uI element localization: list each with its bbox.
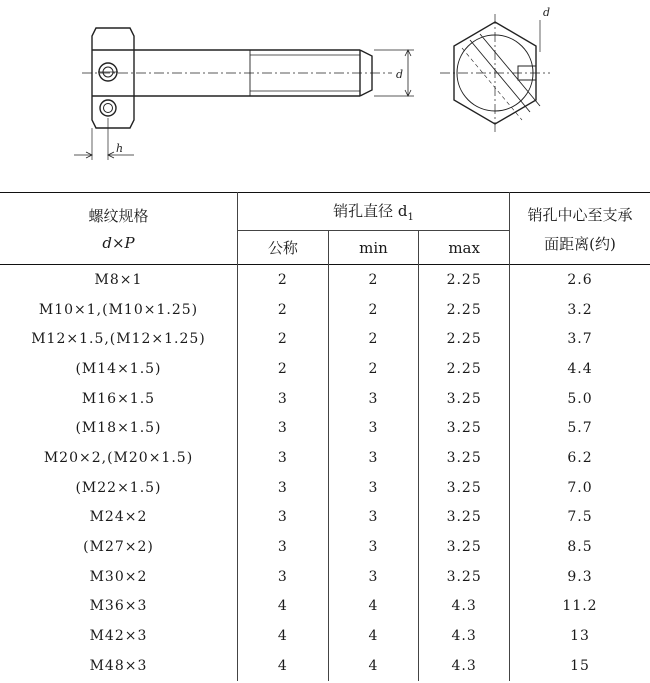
- table-row: [0, 354, 650, 384]
- bolt-technical-drawing: [0, 0, 650, 190]
- distance-cell: 13: [570, 628, 590, 645]
- label-d1: d: [543, 6, 551, 19]
- thread-cell: M24×2: [0, 503, 238, 533]
- thread-cell: M8×1: [0, 265, 238, 295]
- min-cell: 3: [328, 532, 419, 562]
- thread-cell: M42×3: [0, 621, 238, 651]
- table-row: [0, 384, 650, 414]
- table-row: [0, 651, 650, 681]
- max-cell: 4.3: [419, 592, 510, 622]
- table-row: [0, 265, 650, 295]
- label-d: d: [396, 68, 404, 81]
- label-h: h: [116, 142, 124, 155]
- thread-cell: M48×3: [0, 651, 238, 681]
- thread-cell: M10×1,(M10×1.25): [0, 295, 238, 325]
- hole-diameter-subscript: 1: [407, 212, 414, 223]
- min-cell: 2: [328, 265, 419, 295]
- min-cell: 3: [328, 413, 419, 443]
- table-row: [0, 413, 650, 443]
- thread-spec-label: 螺纹规格: [88, 207, 149, 225]
- min-cell: 3: [328, 443, 419, 473]
- table-row: [0, 532, 650, 562]
- nominal-cell: 3: [238, 473, 329, 503]
- thread-spec-header: [0, 193, 238, 265]
- table-row: [0, 562, 650, 592]
- max-cell: 2.25: [419, 295, 510, 325]
- table-row: [0, 621, 650, 651]
- distance-cell: 5.7: [567, 420, 593, 437]
- thread-cell: (M27×2): [0, 532, 238, 562]
- bolt-side-view: [74, 28, 414, 160]
- distance-cell: 9.3: [567, 568, 593, 585]
- min-cell: 4: [328, 651, 419, 681]
- max-cell: 2.25: [419, 324, 510, 354]
- distance-cell: 6.2: [567, 449, 593, 466]
- table-header-row: [0, 193, 650, 231]
- thread-cell: M16×1.5: [0, 384, 238, 414]
- min-cell: 3: [328, 562, 419, 592]
- max-cell: 3.25: [419, 413, 510, 443]
- nominal-cell: 3: [238, 443, 329, 473]
- distance-label-1: 销孔中心至支承: [527, 205, 633, 224]
- max-cell: 2.25: [419, 265, 510, 295]
- table-row: [0, 503, 650, 533]
- table-row: [0, 295, 650, 325]
- max-cell: 3.25: [419, 384, 510, 414]
- distance-cell: 15: [570, 657, 590, 674]
- min-cell: 3: [328, 473, 419, 503]
- thread-cell: (M22×1.5): [0, 473, 238, 503]
- nominal-cell: 4: [238, 621, 329, 651]
- max-cell: 4.3: [419, 621, 510, 651]
- nominal-cell: 4: [238, 592, 329, 622]
- table-row: [0, 443, 650, 473]
- max-cell: 3.25: [419, 443, 510, 473]
- pin-hole-spec-table: [0, 192, 650, 681]
- nominal-cell: 2: [238, 324, 329, 354]
- distance-label-2: 面距离(约): [544, 234, 616, 253]
- distance-cell: 3.2: [567, 301, 593, 318]
- nominal-cell: 3: [238, 532, 329, 562]
- hole-diameter-label: 销孔直径 d: [333, 202, 408, 220]
- table-row: [0, 324, 650, 354]
- table-body: [0, 265, 650, 681]
- distance-cell: 7.5: [567, 509, 593, 526]
- min-cell: 4: [328, 592, 419, 622]
- nominal-cell: 4: [238, 651, 329, 681]
- max-cell: 3.25: [419, 503, 510, 533]
- max-cell: 3.25: [419, 473, 510, 503]
- nominal-cell: 2: [238, 354, 329, 384]
- distance-header: [510, 193, 650, 265]
- distance-cell: 7.0: [567, 479, 593, 496]
- thread-cell: (M18×1.5): [0, 413, 238, 443]
- table-row: [0, 592, 650, 622]
- hole-diameter-header: [238, 193, 510, 231]
- distance-cell: 5.0: [567, 390, 593, 407]
- table-row: [0, 473, 650, 503]
- thread-spec-symbol: d×P: [102, 234, 135, 252]
- min-cell: 2: [328, 354, 419, 384]
- distance-cell: 3.7: [567, 331, 593, 348]
- distance-cell: 11.2: [562, 598, 598, 615]
- min-cell: 2: [328, 295, 419, 325]
- thread-cell: M12×1.5,(M12×1.25): [0, 324, 238, 354]
- min-cell: 3: [328, 384, 419, 414]
- nominal-cell: 3: [238, 384, 329, 414]
- min-cell: 3: [328, 503, 419, 533]
- distance-cell: 2.6: [567, 271, 593, 288]
- thread-cell: M30×2: [0, 562, 238, 592]
- min-header: min: [328, 231, 419, 265]
- thread-cell: M36×3: [0, 592, 238, 622]
- max-cell: 3.25: [419, 562, 510, 592]
- hex-end-view: [440, 14, 550, 132]
- thread-cell: M20×2,(M20×1.5): [0, 443, 238, 473]
- max-cell: 4.3: [419, 651, 510, 681]
- distance-cell: 4.4: [567, 360, 593, 377]
- nominal-cell: 3: [238, 413, 329, 443]
- thread-cell: (M14×1.5): [0, 354, 238, 384]
- max-cell: 3.25: [419, 532, 510, 562]
- nominal-cell: 3: [238, 503, 329, 533]
- nominal-header: 公称: [238, 231, 329, 265]
- distance-cell: 8.5: [567, 539, 593, 556]
- max-cell: 2.25: [419, 354, 510, 384]
- min-cell: 2: [328, 324, 419, 354]
- max-header: max: [419, 231, 510, 265]
- nominal-cell: 2: [238, 265, 329, 295]
- nominal-cell: 2: [238, 295, 329, 325]
- nominal-cell: 3: [238, 562, 329, 592]
- min-cell: 4: [328, 621, 419, 651]
